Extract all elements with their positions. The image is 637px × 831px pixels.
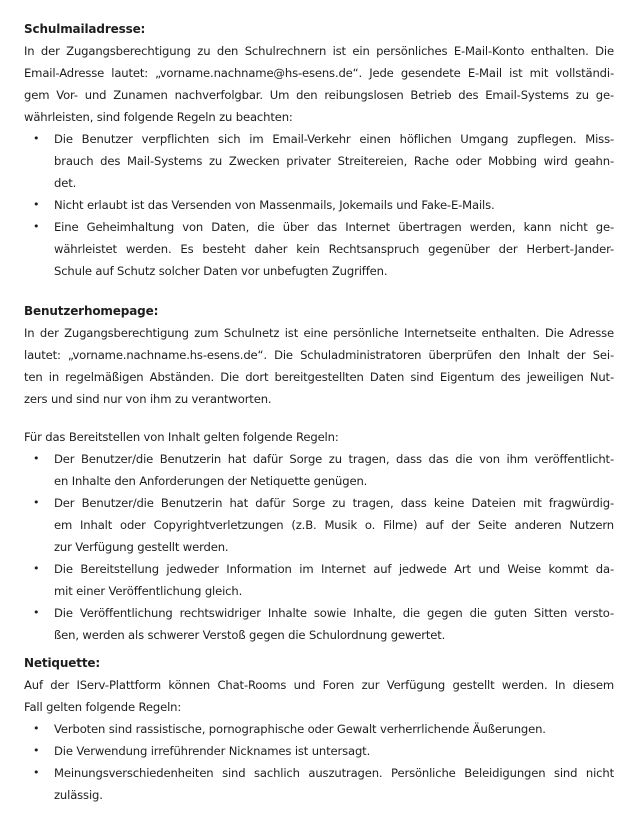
paragraph-line: Email-Adresse lautet: „vorname.nachname@hs-esens.de“. Jede gesendete E-Mail ist mit vollständi- — [24, 66, 614, 80]
paragraph-line: gem Vor- und Zunamen nachverfolgbar. Um den reibungslosen Betrieb des Email-Systems zu ge- — [24, 88, 614, 102]
paragraph-line: Fall gelten folgende Regeln: — [24, 700, 182, 714]
bullet-line — [24, 216, 614, 238]
bullet-line — [24, 602, 614, 624]
bullet-text: Die Veröffentlichung rechtswidriger Inhalte sowie Inhalte, die gegen die guten Sitten versto- — [54, 606, 614, 620]
bullet-line — [24, 740, 614, 762]
bullet-text: Die Verwendung irreführender Nicknames ist untersagt. — [54, 744, 371, 758]
section-schulmailadresse — [24, 18, 614, 282]
paragraph-line: ten in regelmäßigen Abständen. Die dort bereitgestellten Daten sind Eigentum des jeweiligen Nut- — [24, 370, 614, 384]
bullet-icon: • — [33, 198, 40, 211]
list-item — [24, 194, 614, 216]
paragraph-line: In der Zugangsberechtigung zum Schulnetz ist eine persönliche Internetseite enthalten. Die Adresse — [24, 326, 614, 340]
section-homepage-rules — [24, 426, 614, 646]
bullet-line — [24, 172, 614, 194]
bullet-line — [24, 762, 614, 784]
bullet-text: Nicht erlaubt ist das Versenden von Massenmails, Jokemails und Fake-E-Mails. — [54, 198, 495, 212]
bullet-icon: • — [33, 606, 40, 619]
list-item — [24, 762, 614, 806]
bullet-text: Der Benutzer/die Benutzerin hat dafür Sorge zu tragen, dass keine Dateien mit fragwürdig- — [54, 496, 614, 510]
bullet-line — [24, 718, 614, 740]
list-item — [24, 718, 614, 740]
bullet-text: det. — [54, 176, 77, 190]
bullet-line — [24, 558, 614, 580]
bullet-line — [24, 128, 614, 150]
rules-intro: Für das Bereitstellen von Inhalt gelten folgende Regeln: — [24, 430, 339, 444]
bullet-text: zur Verfügung gestellt werden. — [54, 540, 229, 554]
section-title-netiquette: Netiquette: — [24, 656, 101, 670]
paragraph-line: zers und sind nur von ihm zu verantworten. — [24, 392, 272, 406]
list-item — [24, 216, 614, 282]
bullet-text: währleistet werden. Es besteht daher kein Rechtsanspruch gegenüber der Herbert-Jander- — [54, 242, 614, 256]
bullet-icon: • — [33, 766, 40, 779]
section-netiquette — [24, 652, 614, 806]
section-title-homepage: Benutzerhomepage: — [24, 304, 159, 318]
paragraph-line: In der Zugangsberechtigung zu den Schulrechnern ist ein persönliches E-Mail-Konto enthalten. Die — [24, 44, 614, 58]
section-benutzerhomepage — [24, 300, 614, 410]
bullet-icon: • — [33, 562, 40, 575]
bullet-line — [24, 624, 614, 646]
bullet-text: en Inhalte den Anforderungen der Netiquette genügen. — [54, 474, 368, 488]
bullet-line — [24, 492, 614, 514]
bullet-line — [24, 238, 614, 260]
list-item — [24, 492, 614, 558]
list-item — [24, 448, 614, 492]
bullet-text: Eine Geheimhaltung von Daten, die über das Internet übertragen werden, kann nicht ge- — [54, 220, 614, 234]
bullet-line — [24, 514, 614, 536]
paragraph-line: währleisten, sind folgende Regeln zu beachten: — [24, 110, 293, 124]
bullet-line — [24, 784, 614, 806]
list-item — [24, 602, 614, 646]
bullet-line — [24, 580, 614, 602]
bullet-text: Die Bereitstellung jedweder Information im Internet auf jedwede Art und Weise kommt da- — [54, 562, 614, 576]
bullet-line — [24, 194, 614, 216]
bullet-icon: • — [33, 132, 40, 145]
document-page — [24, 18, 614, 802]
bullet-text: zulässig. — [54, 788, 103, 802]
bullet-line — [24, 448, 614, 470]
bullet-line — [24, 536, 614, 558]
bullet-line — [24, 260, 614, 282]
bullet-text: Die Benutzer verpflichten sich im Email-Verkehr einen höflichen Umgang zupflegen. Miss- — [54, 132, 614, 146]
bullet-icon: • — [33, 744, 40, 757]
list-item — [24, 128, 614, 194]
bullet-icon: • — [33, 722, 40, 735]
bullet-line — [24, 150, 614, 172]
bullet-icon: • — [33, 496, 40, 509]
bullet-text: em Inhalt oder Copyrightverletzungen (z.B. Musik o. Filme) auf der Seite anderen Nutzern — [54, 518, 614, 532]
bullet-text: Verboten sind rassistische, pornographische oder Gewalt verherrlichende Äußerungen. — [54, 722, 546, 736]
bullet-text: brauch des Mail-Systems zu Zwecken privater Streitereien, Rache oder Mobbing wird geahn- — [54, 154, 614, 168]
bullet-text: Meinungsverschiedenheiten sind sachlich auszutragen. Persönliche Beleidigungen sind nicht — [54, 766, 614, 780]
bullet-text: Der Benutzer/die Benutzerin hat dafür Sorge zu tragen, dass das die von ihm veröffentlicht- — [54, 452, 614, 466]
bullet-line — [24, 470, 614, 492]
list-item — [24, 558, 614, 602]
bullet-text: Schule auf Schutz solcher Daten vor unbefugten Zugriffen. — [54, 264, 388, 278]
bullet-text: mit einer Veröffentlichung gleich. — [54, 584, 243, 598]
list-item — [24, 740, 614, 762]
bullet-text: ßen, werden als schwerer Verstoß gegen die Schulordnung gewertet. — [54, 628, 446, 642]
bullet-icon: • — [33, 452, 40, 465]
bullet-icon: • — [33, 220, 40, 233]
section-title-schulmail: Schulmailadresse: — [24, 22, 146, 36]
paragraph-line: lautet: „vorname.nachname.hs-esens.de“. Die Schuladministratoren überprüfen den Inhalt der Sei- — [24, 348, 614, 362]
paragraph-line: Auf der IServ-Plattform können Chat-Rooms und Foren zur Verfügung gestellt werden. In diesem — [24, 678, 614, 692]
